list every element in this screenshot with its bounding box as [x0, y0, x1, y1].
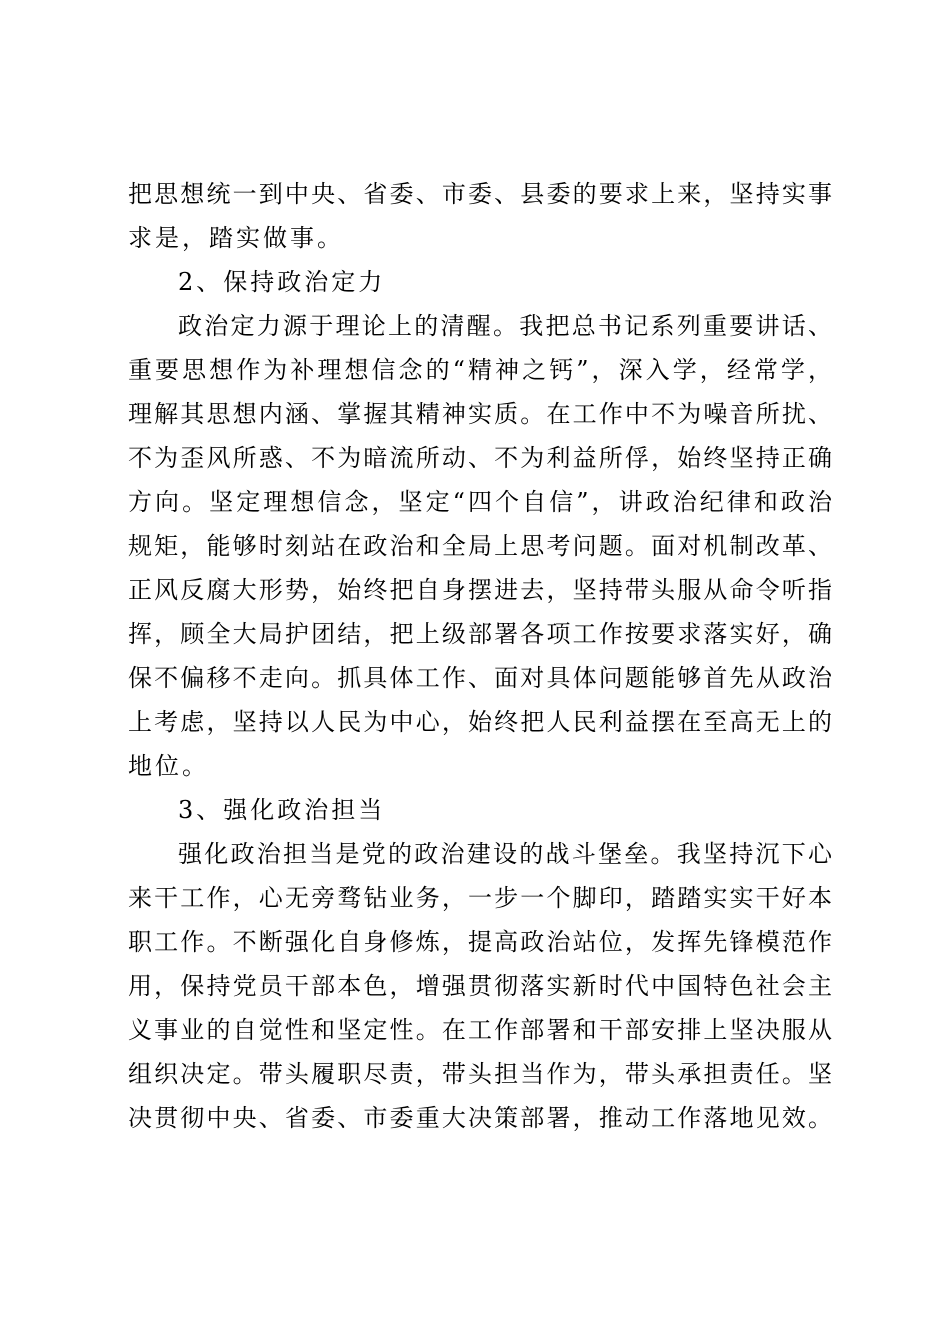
section-heading: 2、保持政治定力: [178, 268, 386, 296]
section-heading: 3、强化政治担当: [178, 796, 386, 824]
paragraph-line: 来干工作，心无旁骛钻业务，一步一个脚印，踏踏实实干好本: [128, 884, 832, 912]
document-body: [128, 172, 832, 1140]
paragraph-line: 组织决定。带头履职尽责，带头担当作为，带头承担责任。坚: [128, 1060, 832, 1088]
paragraph-line: 强化政治担当是党的政治建设的战斗堡垒。我坚持沉下心: [178, 840, 832, 868]
paragraph-line: 重要思想作为补理想信念的“精神之钙”，深入学，经常学，: [128, 356, 832, 384]
paragraph-line: 政治定力源于理论上的清醒。我把总书记系列重要讲话、: [178, 312, 832, 340]
paragraph-line: 求是，踏实做事。: [128, 224, 344, 252]
paragraph-line: 用，保持党员干部本色，增强贯彻落实新时代中国特色社会主: [128, 972, 832, 1000]
paragraph-line: 地位。: [128, 752, 209, 780]
paragraph-line: 挥，顾全大局护团结，把上级部署各项工作按要求落实好，确: [128, 620, 832, 648]
paragraph-line: 规矩，能够时刻站在政治和全局上思考问题。面对机制改革、: [128, 532, 832, 560]
paragraph-line: 义事业的自觉性和坚定性。在工作部署和干部安排上坚决服从: [128, 1016, 832, 1044]
paragraph-line: 正风反腐大形势，始终把自身摆进去，坚持带头服从命令听指: [128, 576, 832, 604]
paragraph-line: 不为歪风所惑、不为暗流所动、不为利益所俘，始终坚持正确: [128, 444, 832, 472]
paragraph-line: 保不偏移不走向。抓具体工作、面对具体问题能够首先从政治: [128, 664, 832, 692]
paragraph-line: 方向。坚定理想信念，坚定“四个自信”，讲政治纪律和政治: [128, 488, 832, 516]
paragraph-line: 上考虑，坚持以人民为中心，始终把人民利益摆在至高无上的: [128, 708, 832, 736]
paragraph-line: 职工作。不断强化自身修炼，提高政治站位，发挥先锋模范作: [128, 928, 832, 956]
paragraph-line: 把思想统一到中央、省委、市委、县委的要求上来，坚持实事: [128, 180, 832, 208]
paragraph-line: 决贯彻中央、省委、市委重大决策部署，推动工作落地见效。: [128, 1104, 832, 1132]
paragraph-line: 理解其思想内涵、掌握其精神实质。在工作中不为噪音所扰、: [128, 400, 832, 428]
